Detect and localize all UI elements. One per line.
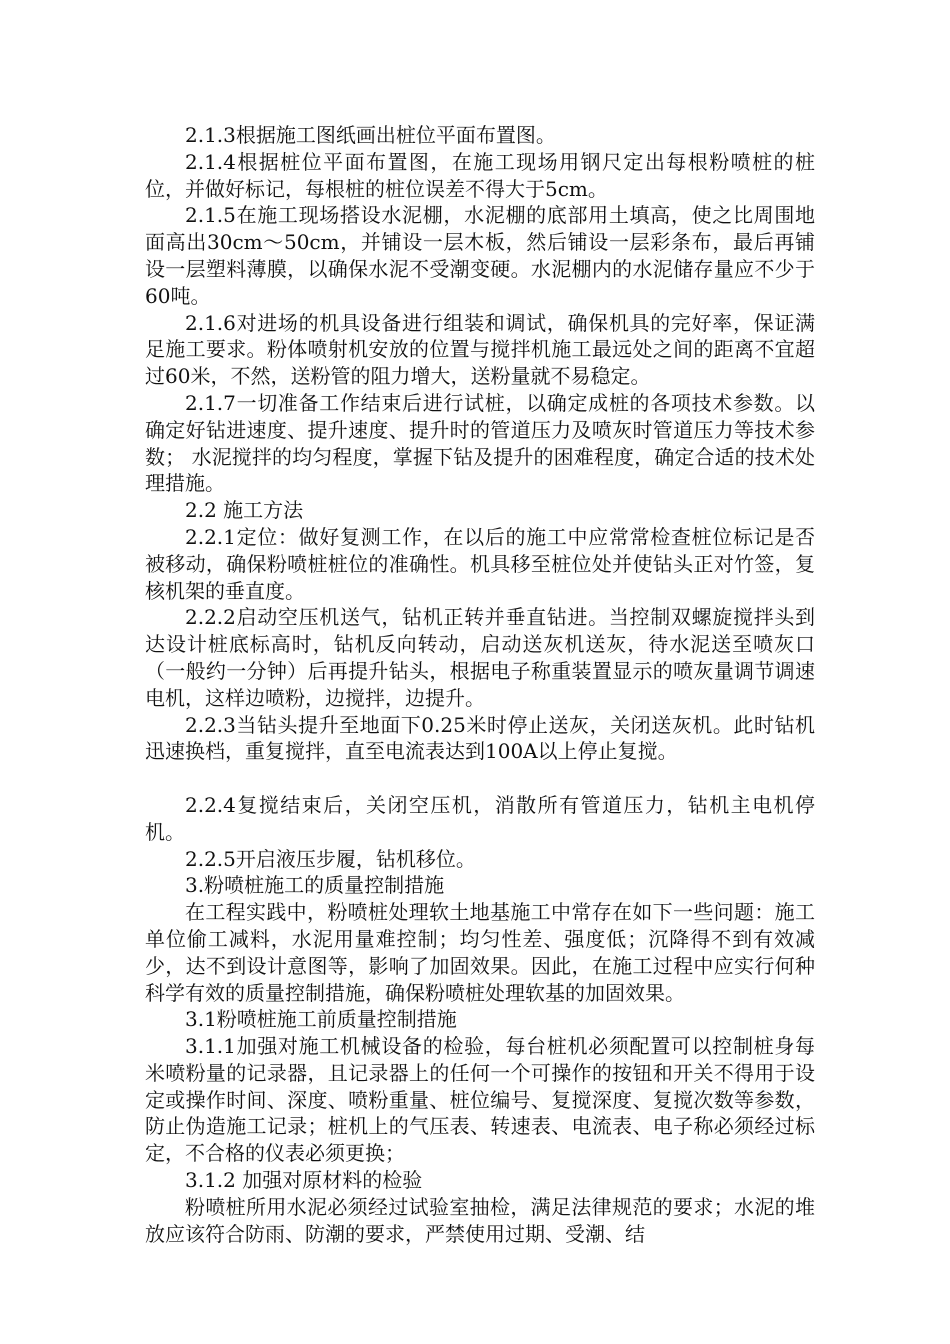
- paragraph-3-intro: 在工程实践中，粉喷桩处理软土地基施工中常存在如下一些问题：施工单位偷工减料，水泥用量难控制；均匀性差、强度低；沉降得不到有效减少，达不到设计意图等，影响了加固效果。因此，在施工过程中应实行何种科学有效的质量控制措施，确保粉喷桩处理软基的加固效果。: [145, 900, 815, 1005]
- paragraph-2-2-5: 2.2.5开启液压步履，钻机移位。: [185, 846, 476, 871]
- document-body: [145, 122, 815, 1247]
- section-heading-3-1-2: 3.1.2 加强对原材料的检验: [185, 1168, 423, 1193]
- paragraph-3-1-1: 3.1.1加强对施工机械设备的检验，每台桩机必须配置可以控制桩身每米喷粉量的记录器，且记录器上的任何一个可操作的按钮和开关不得用于设定或操作时间、深度、喷粉重量、桩位编号、复搅深度、复搅次数等参数，防止伪造施工记录；桩机上的气压表、转速表、电流表、电子称必须经过标定，不合格的仪表必须更换；: [145, 1034, 815, 1166]
- section-heading-3-1: 3.1粉喷桩施工前质量控制措施: [185, 1007, 457, 1032]
- section-heading-2-2: 2.2 施工方法: [185, 498, 304, 523]
- paragraph-2-1-5: 2.1.5在施工现场搭设水泥棚，水泥棚的底部用土填高，使之比周围地面高出30cm～50cm，并铺设一层木板，然后铺设一层彩条布，最后再铺设一层塑料薄膜，以确保水泥不受潮变硬。水泥棚内的水泥储存量应不少于60吨。: [145, 203, 815, 308]
- section-heading-3: 3.粉喷桩施工的质量控制措施: [185, 873, 445, 898]
- paragraph-2-1-7: 2.1.7一切准备工作结束后进行试桩，以确定成桩的各项技术参数。以确定好钻进速度、提升速度、提升时的管道压力及喷灰时管道压力等技术参数； 水泥搅拌的均匀程度，掌握下钻及提升的困难程度，确定合适的技术处理措施。: [145, 390, 815, 496]
- paragraph-2-2-2: 2.2.2启动空压机送气，钻机正转并垂直钻进。当控制双螺旋搅拌头到达设计桩底标高时，钻机反向转动，启动送灰机送灰，待水泥送至喷灰口（一般约一分钟）后再提升钻头，根据电子称重装置显示的喷灰量调节调速电机，这样边喷粉，边搅拌，边提升。: [145, 605, 815, 710]
- paragraph-2-2-4: 2.2.4复搅结束后，关闭空压机，消散所有管道压力，钻机主电机停机。: [145, 792, 815, 844]
- paragraph-3-1-2-body: 粉喷桩所用水泥必须经过试验室抽检，满足法律规范的要求；水泥的堆放应该符合防雨、防潮的要求，严禁使用过期、受潮、结: [145, 1194, 815, 1246]
- paragraph-2-1-4: 2.1.4根据桩位平面布置图，在施工现场用钢尺定出每根粉喷桩的桩位，并做好标记，每根桩的桩位误差不得大于5cm。: [145, 149, 815, 201]
- paragraph-2-2-1: 2.2.1定位：做好复测工作，在以后的施工中应常常检查桩位标记是否被移动，确保粉喷桩桩位的准确性。机具移至桩位处并使钻头正对竹签，复核机架的垂直度。: [145, 524, 815, 603]
- paragraph-2-1-3: 2.1.3根据施工图纸画出桩位平面布置图。: [185, 123, 556, 147]
- paragraph-2-1-6: 2.1.6对进场的机具设备进行组装和调试，确保机具的完好率，保证满足施工要求。粉体喷射机安放的位置与搅拌机施工最远处之间的距离不宜超过60米，不然，送粉管的阻力增大，送粉量就不易稳定。: [145, 310, 815, 389]
- paragraph-2-2-3: 2.2.3当钻头提升至地面下0.25米时停止送灰，关闭送灰机。此时钻机迅速换档，重复搅拌，直至电流表达到100A以上停止复搅。: [145, 712, 815, 764]
